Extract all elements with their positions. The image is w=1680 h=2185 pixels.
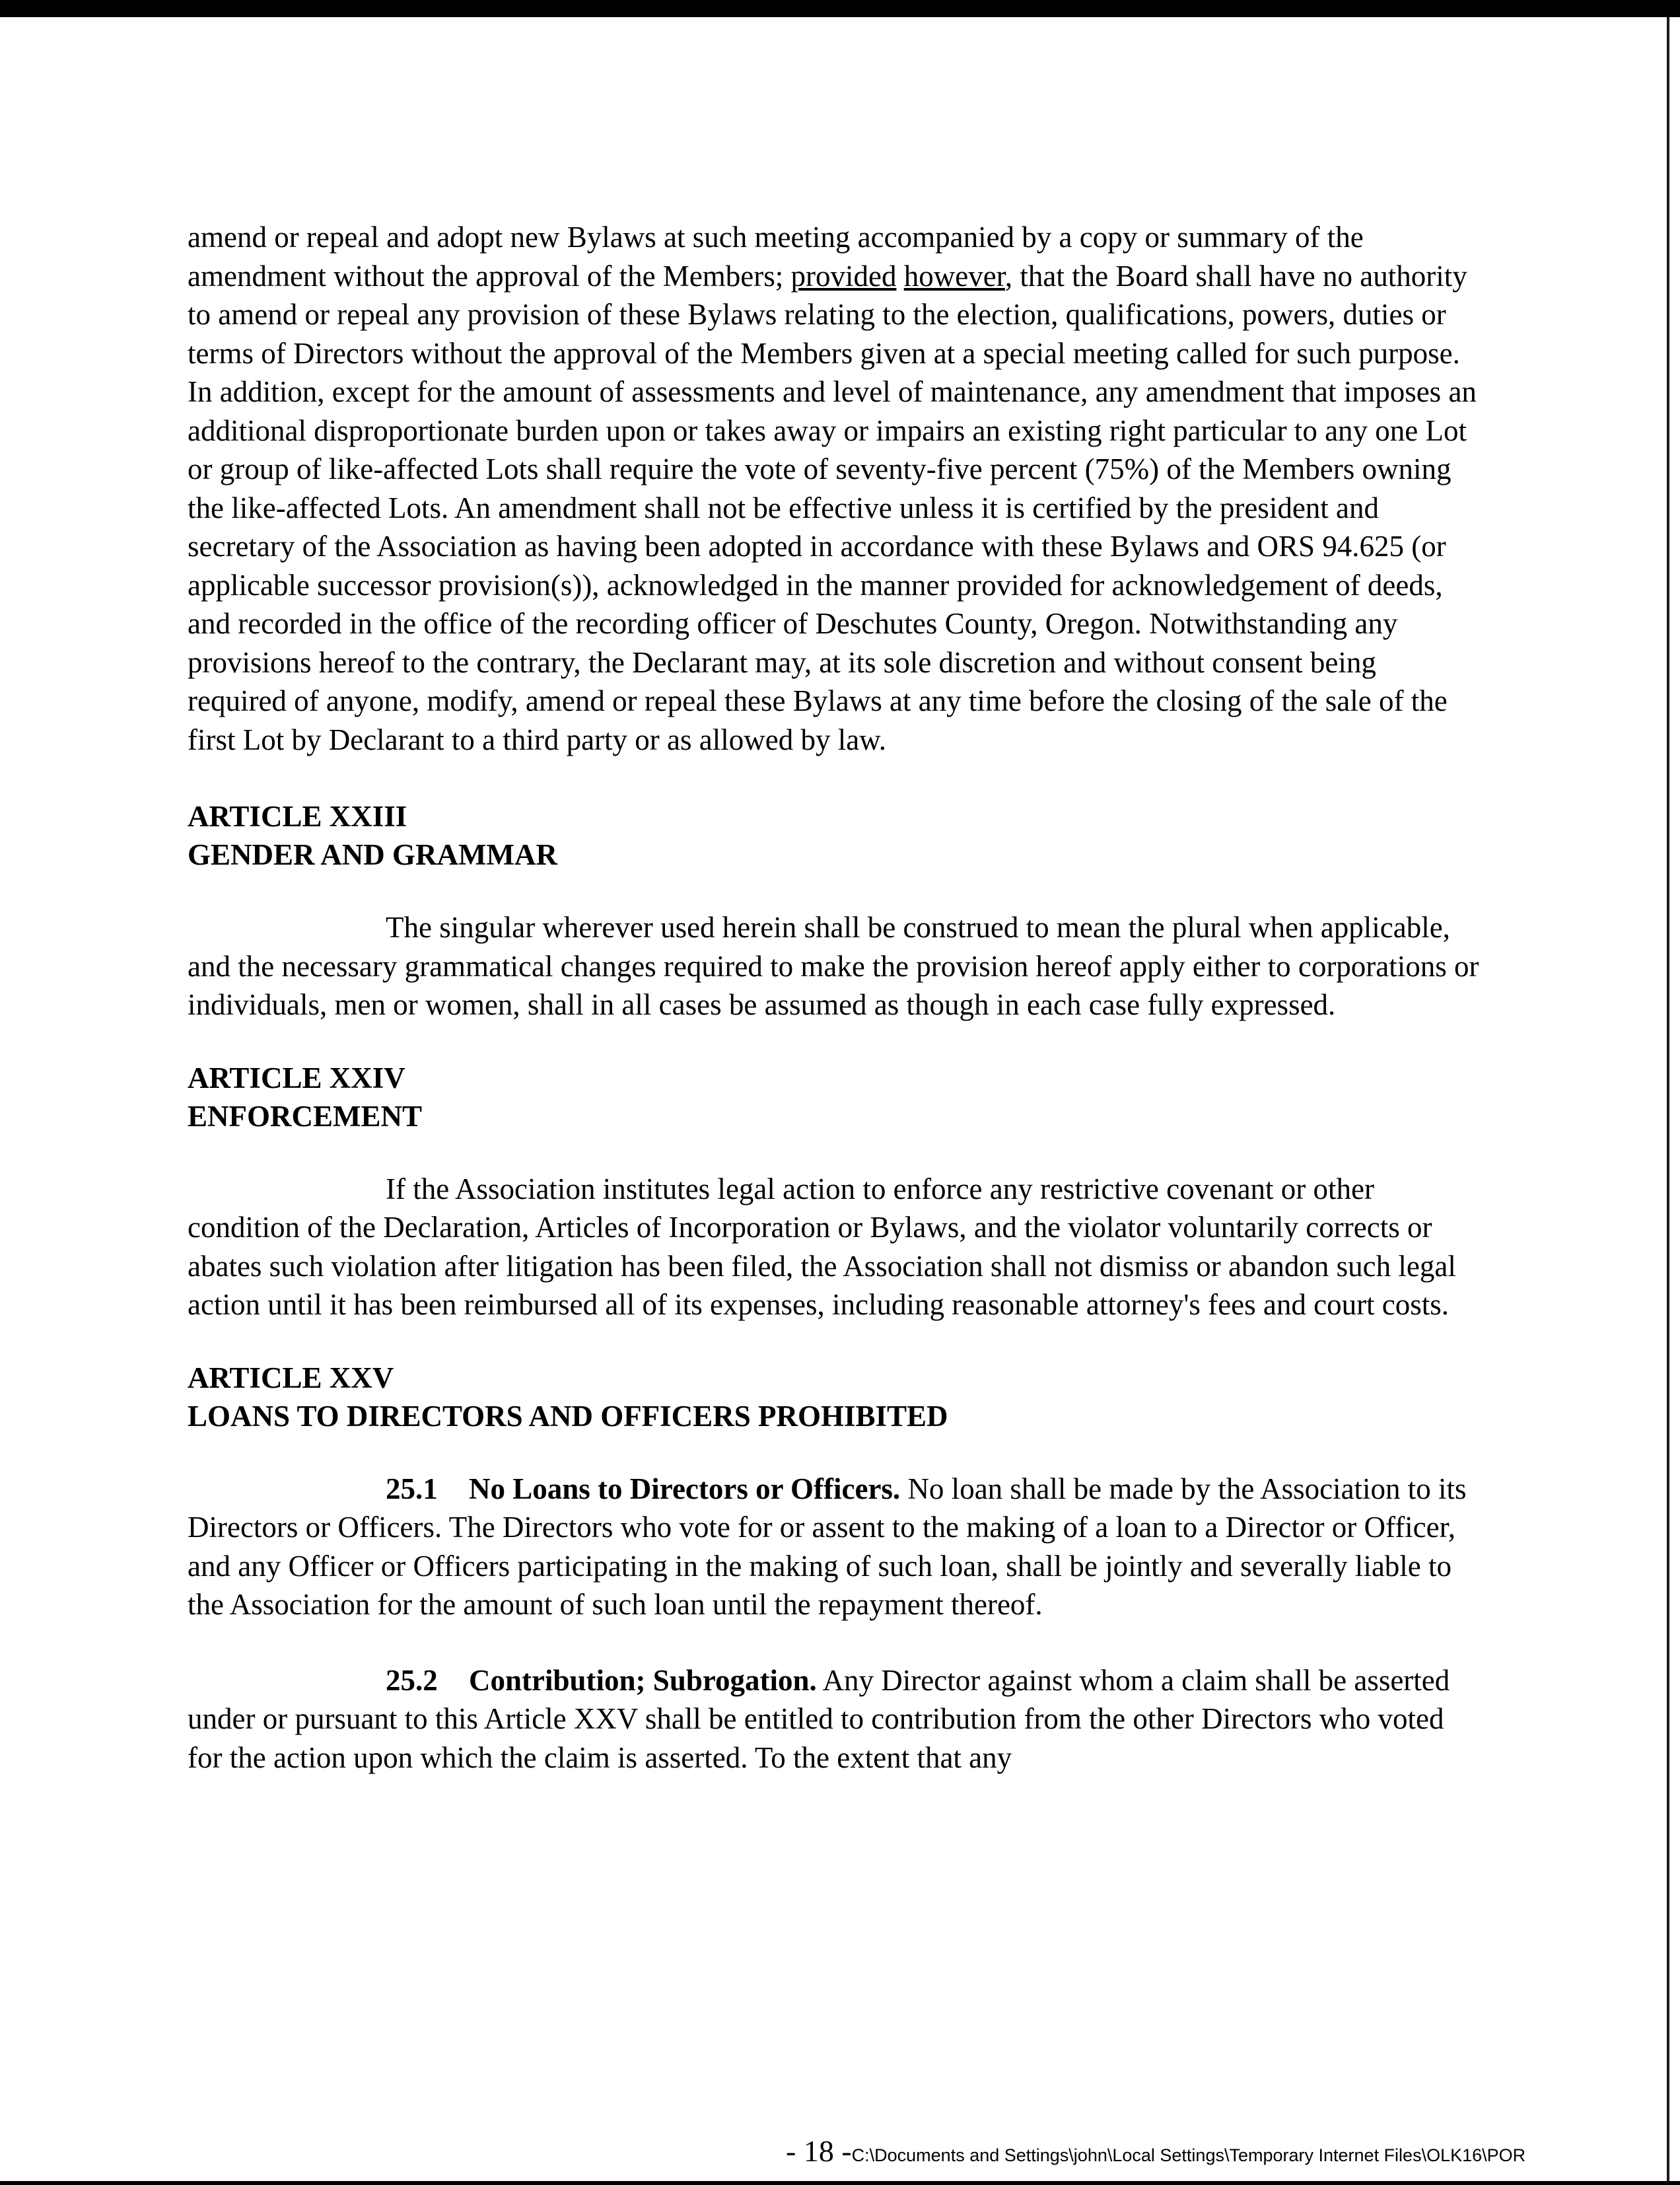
article-24-number: ARTICLE XXIV (188, 1061, 405, 1094)
article-23-title: GENDER AND GRAMMAR (188, 838, 557, 871)
underlined-word-provided: provided (790, 259, 897, 293)
article-23-text: The singular wherever used herein shall be construed to mean the plural when applicable, and the necessary grammatical changes required to make the provision hereof apply either to corporations or individuals, men or women, shall in all cases be assumed as though in each case fully expressed. (188, 911, 1479, 1021)
article-24-title: ENFORCEMENT (188, 1099, 423, 1133)
section-25-2 (188, 1661, 1482, 1777)
article-24-text: If the Association institutes legal action to enforce any restrictive covenant or other condition of the Declaration, Articles of Incorporation or Bylaws, and the violator voluntarily corrects or abates such violation after litigation has been filed, the Association shall not dismiss or abandon such legal action until it has been reimbursed all of its expenses, including reasonable attorney's fees and court costs. (188, 1172, 1456, 1321)
section-25-1-number: 25.1 (386, 1472, 438, 1505)
article-25-number: ARTICLE XXV (188, 1361, 394, 1394)
amendment-paragraph (188, 218, 1482, 759)
word-space (896, 260, 903, 293)
article-23-number: ARTICLE XXIII (188, 800, 407, 833)
section-25-1-heading: No Loans to Directors or Officers. (469, 1472, 901, 1505)
scan-right-border (1667, 17, 1669, 2185)
article-25-title: LOANS TO DIRECTORS AND OFFICERS PROHIBITED (188, 1399, 948, 1433)
section-25-1 (188, 1470, 1482, 1624)
page-number: - 18 - (786, 2134, 852, 2168)
document-body (188, 218, 1482, 1777)
amendment-text-rest: , that the Board shall have no authority to amend or repeal any provision of these Bylaws relating to the election, qualifications, powers, duties or terms of Directors without the approval of the Members given at a special meeting called for such purpose. In addition, except for the amount of assessments and level of maintenance, any amendment that imposes an additional disproportionate burden upon or takes away or impairs an existing right particular to any one Lot or group of like-affected Lots shall require the vote of seventy-five percent (75%) of the Members owning the like-affected Lots. An amendment shall not be effective unless it is certified by the president and secretary of the Association as having been adopted in accordance with these Bylaws and ORS 94.625 (or applicable successor provision(s)), acknowledged in the manner provided for acknowledgement of deeds, and recorded in the office of the recording officer of Deschutes County, Oregon. Notwithstanding any provisions hereof to the contrary, the Declarant may, at its sole discretion and without consent being required of anyone, modify, amend or repeal these Bylaws at any time before the closing of the sale of the first Lot by Declarant to a third party or as allowed by law. (188, 259, 1477, 756)
section-25-2-heading: Contribution; Subrogation. (469, 1663, 817, 1697)
section-25-2-number: 25.2 (386, 1663, 438, 1697)
file-path: C:\Documents and Settings\john\Local Settings\Temporary Internet Files\OLK16\POR (851, 2145, 1526, 2165)
page-footer (786, 2133, 1525, 2168)
underlined-word-however: however (903, 259, 1005, 293)
section-25-2-text: Any Director against whom a claim shall be asserted under or pursuant to this Article XXV shall be entitled to contribution from the other Directors who voted for the action upon which the claim is asserted. To the extent that any (188, 1663, 1450, 1774)
scan-top-border (0, 0, 1680, 17)
section-25-1-text: No loan shall be made by the Association to its Directors or Officers. The Directors who vote for or assent to the making of a loan to a Director or Officer, and any Officer or Officers participating in the making of such loan, shall be jointly and severally liable to the Association for the amount of such loan until the repayment thereof. (188, 1472, 1467, 1621)
amendment-text-start: amend or repeal and adopt new Bylaws at such meeting accompanied by a copy or summary of the amendment without the approval of the Members; (188, 221, 1364, 293)
scan-bottom-border (0, 2181, 1680, 2185)
